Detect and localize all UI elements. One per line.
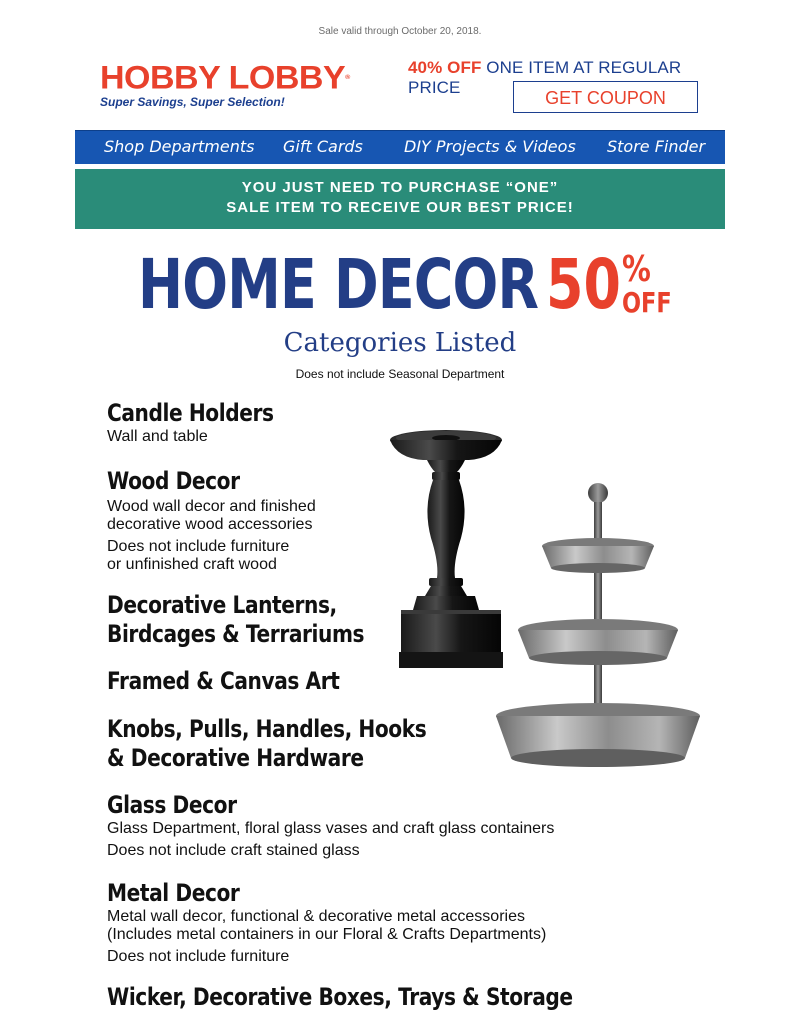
category-wicker-storage	[107, 983, 661, 1012]
sale-valid-text: Sale valid through October 20, 2018.	[318, 26, 482, 37]
hobby-lobby-logo[interactable]	[100, 60, 350, 109]
category-exclusion: Does not include furniture	[107, 538, 290, 555]
logo-registered: ®	[345, 74, 350, 81]
category-title: Wood Decor	[107, 467, 240, 495]
category-title: Birdcages & Terrariums	[107, 620, 365, 648]
category-exclusion: Does not include craft stained glass	[107, 842, 360, 859]
galvanized-tiered-tray-image	[495, 480, 705, 780]
category-exclusion: or unfinished craft wood	[107, 556, 277, 573]
category-title: Metal Decor	[107, 879, 240, 907]
category-knobs-hardware	[107, 715, 487, 773]
headline-home-decor: HOME DECOR	[138, 245, 539, 325]
banner-line-2: SALE ITEM TO RECEIVE OUR BEST PRICE!	[226, 199, 574, 216]
headline-off: OFF	[622, 286, 672, 319]
category-title: Framed & Canvas Art	[107, 667, 340, 695]
promo-banner[interactable]	[75, 169, 725, 229]
category-desc: Metal wall decor, functional & decorative metal accessories	[107, 908, 525, 925]
nav-store-finder[interactable]: Store Finder	[607, 137, 706, 156]
category-desc: Glass Department, floral glass vases and craft glass containers	[107, 820, 555, 837]
categories-listed-subtitle: Categories Listed	[283, 328, 517, 358]
category-title: Decorative Lanterns,	[107, 591, 337, 619]
category-glass-decor	[107, 791, 554, 860]
email-body	[75, 0, 725, 1011]
nav-diy-projects[interactable]: DIY Projects & Videos	[404, 137, 576, 156]
category-desc: Wood wall decor and finished	[107, 498, 316, 515]
category-exclusion: Does not include furniture	[107, 948, 290, 965]
category-framed-canvas-art	[107, 667, 384, 696]
promo-off: 40% OFF	[408, 58, 482, 77]
category-desc: decorative wood accessories	[107, 516, 313, 533]
category-title: Wicker, Decorative Boxes, Trays & Storage	[107, 983, 573, 1011]
seasonal-exclusion-note: Does not include Seasonal Department	[295, 367, 505, 381]
category-desc: (Includes metal containers in our Floral & Crafts Departments)	[107, 926, 547, 943]
category-title: Glass Decor	[107, 791, 237, 819]
black-candle-holder-image	[387, 428, 512, 673]
nav-shop-departments[interactable]: Shop Departments	[104, 137, 255, 156]
category-candle-holders	[107, 399, 305, 446]
get-coupon-button[interactable]: GET COUPON	[513, 81, 698, 113]
main-nav	[75, 130, 725, 164]
category-wood-decor	[107, 467, 316, 574]
banner-line-1: YOU JUST NEED TO PURCHASE “ONE”	[241, 179, 559, 196]
category-desc: Wall and table	[107, 428, 208, 445]
category-title: Candle Holders	[107, 399, 274, 427]
logo-wordmark: HOBBY LOBBY	[100, 59, 346, 97]
headline-fifty: 50	[546, 245, 621, 325]
nav-gift-cards[interactable]: Gift Cards	[283, 137, 363, 156]
headline-percent: %	[622, 249, 651, 290]
home-decor-headline	[138, 244, 678, 336]
category-title: Knobs, Pulls, Handles, Hooks	[107, 715, 427, 743]
promo-rest: ONE ITEM AT REGULAR PRICE	[408, 58, 682, 97]
category-title: & Decorative Hardware	[107, 744, 364, 772]
category-metal-decor	[107, 879, 546, 966]
logo-tagline: Super Savings, Super Selection!	[100, 95, 285, 109]
category-lanterns-birdcages	[107, 591, 413, 649]
